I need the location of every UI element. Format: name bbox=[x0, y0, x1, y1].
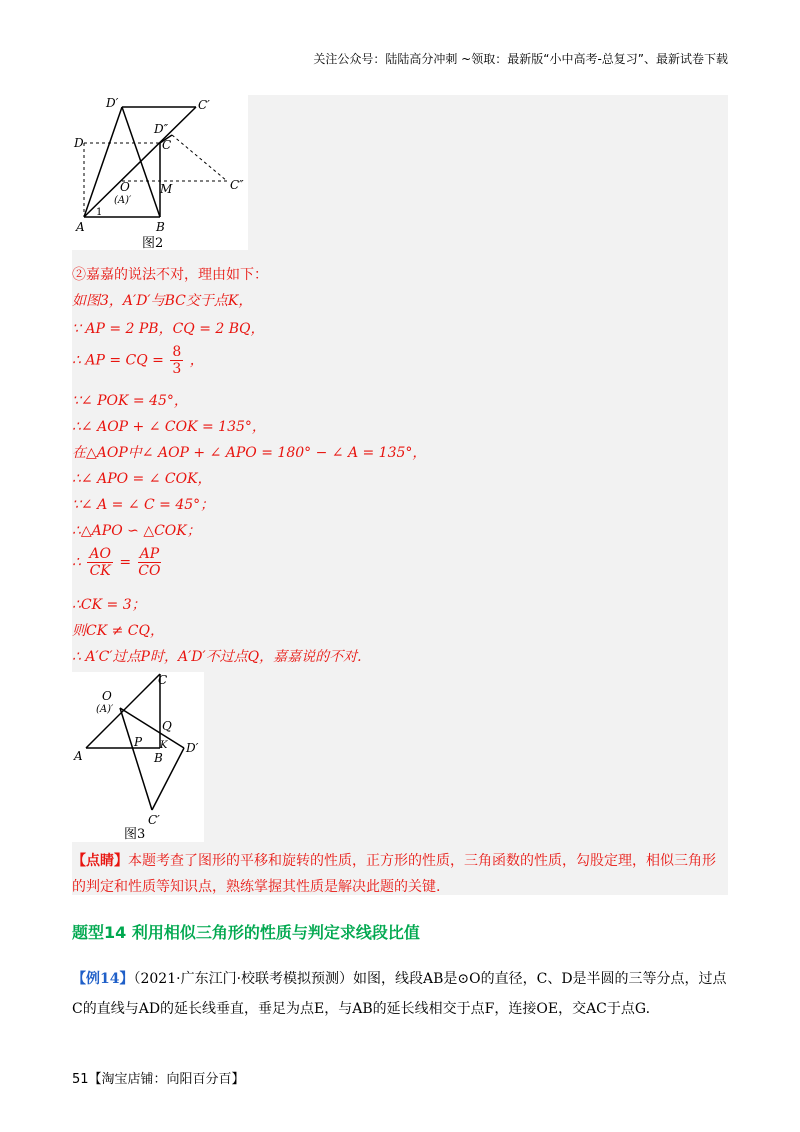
label-O: O bbox=[120, 180, 130, 194]
fraction-numerator: AO bbox=[89, 546, 111, 562]
figure-2 bbox=[72, 95, 248, 250]
solution-line-6: ∴∠ AOP + ∠ COK = 135°， bbox=[72, 419, 266, 435]
label-P: P bbox=[134, 735, 143, 749]
solution-line-11 bbox=[72, 546, 163, 579]
label-A-prime: (A)′ bbox=[96, 704, 114, 715]
example-text: （2021·广东江门·校联考模拟预测）如图，线段AB是⊙O的直径，C、D是半圆的三等分点，过点C的直线与AD的延长线垂直，垂足为点E，与AB的延长线相交于点F，连接OE，交AC于点G. bbox=[72, 971, 727, 1017]
label-B: B bbox=[156, 220, 165, 234]
fraction-numerator: 8 bbox=[172, 344, 182, 360]
solution-line-2: 如图3，A′D′与BC交于点K， bbox=[72, 293, 253, 309]
figure-2-diagram bbox=[72, 95, 248, 250]
example-14 bbox=[72, 964, 732, 1024]
solution-line-8: ∴∠ APO = ∠ COK， bbox=[72, 471, 212, 487]
footer-shop-text: 【淘宝店铺：向阳百分百】 bbox=[88, 1072, 245, 1087]
solution-line-7: 在△AOP中∠ AOP + ∠ APO = 180° − ∠ A = 135°， bbox=[72, 445, 427, 461]
solution-line-3: ∵ AP = 2 PB，CQ = 2 BQ， bbox=[72, 321, 265, 337]
figure-2-caption: 图2 bbox=[142, 236, 164, 250]
label-M: M bbox=[160, 182, 173, 196]
figure-3-diagram bbox=[72, 672, 204, 842]
label-D-prime: D′ bbox=[106, 96, 119, 110]
solution-line-10: ∴△APO ∽ △COK； bbox=[72, 523, 201, 539]
solution-line-11-prefix: ∴ bbox=[72, 554, 81, 571]
solution-line-9: ∵∠ A = ∠ C = 45°； bbox=[72, 497, 215, 513]
label-C: C bbox=[158, 673, 168, 687]
fraction-denominator: 3 bbox=[172, 361, 182, 377]
fraction-numerator: AP bbox=[139, 546, 160, 562]
fraction-ao-ck bbox=[87, 546, 113, 579]
label-D: D bbox=[74, 136, 84, 150]
label-C-double-prime: C″ bbox=[230, 178, 244, 192]
fraction-denominator: CO bbox=[138, 563, 161, 579]
solution-line-1: ②嘉嘉的说法不对，理由如下： bbox=[72, 267, 268, 283]
page-footer bbox=[72, 1068, 245, 1087]
fraction-ap-co bbox=[138, 546, 162, 579]
fraction-8-3 bbox=[170, 344, 183, 377]
label-O: O bbox=[102, 689, 112, 703]
solution-line-14: ∴ A′C′过点P时，A′D′不过点Q，嘉嘉说的不对. bbox=[72, 649, 362, 665]
example-tag: 【例14】 bbox=[72, 971, 134, 987]
key-point-comment bbox=[72, 848, 728, 900]
solution-line-5: ∵∠ POK = 45°， bbox=[72, 393, 188, 409]
label-C-prime: C′ bbox=[148, 813, 160, 827]
figure-3-caption: 图3 bbox=[124, 827, 146, 842]
solution-line-4 bbox=[72, 344, 204, 377]
label-angle-1: 1 bbox=[96, 207, 103, 218]
solution-line-4-prefix: ∴ AP = CQ = bbox=[72, 352, 164, 369]
key-point-text: 本题考查了图形的平移和旋转的性质，正方形的性质，三角函数的性质，勾股定理，相似三角形的判定和性质等知识点，熟练掌握其性质是解决此题的关键. bbox=[72, 853, 716, 895]
label-D-double-prime: D″ bbox=[154, 122, 169, 136]
label-K: K bbox=[160, 740, 168, 751]
section-title: 题型14 利用相似三角形的性质与判定求线段比值 bbox=[72, 923, 420, 942]
solution-line-13: 则CK ≠ CQ， bbox=[72, 623, 164, 639]
label-D-prime: D′ bbox=[186, 741, 199, 755]
label-A-prime: (A)′ bbox=[114, 195, 132, 206]
equals-sign: = bbox=[119, 554, 132, 571]
label-A: A bbox=[74, 749, 83, 763]
label-B: B bbox=[154, 751, 163, 765]
key-point-tag: 【点睛】 bbox=[72, 853, 128, 869]
label-Q: Q bbox=[162, 719, 172, 733]
label-C: C bbox=[162, 138, 172, 152]
page-header: 关注公众号：陆陆高分冲刺 ~领取：最新版“小中高考-总复习”、最新试卷下载 bbox=[313, 52, 728, 66]
figure-3 bbox=[72, 672, 204, 842]
solution-line-4-suffix: ， bbox=[189, 352, 204, 369]
fraction-denominator: CK bbox=[89, 563, 111, 579]
label-A: A bbox=[76, 220, 85, 234]
solution-line-12: ∴CK = 3； bbox=[72, 597, 146, 613]
page-number: 51 bbox=[72, 1072, 89, 1087]
label-C-prime: C′ bbox=[198, 98, 210, 112]
